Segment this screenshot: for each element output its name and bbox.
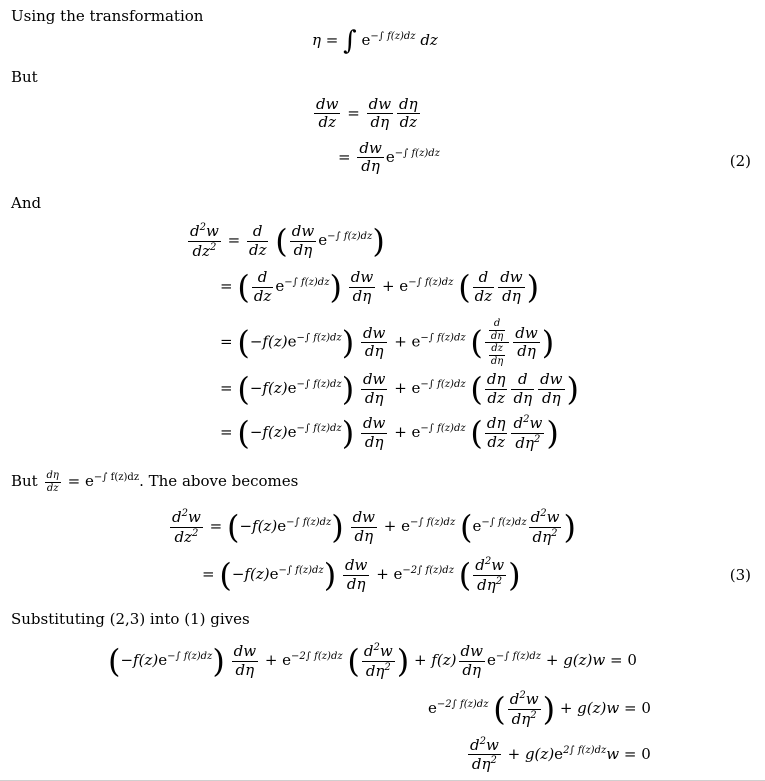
final-line1: $(-f(z)e^{-\int f(z)dz})$ $\frac{dw}{d\eta}$ + $e^{-2\int f(z)dz}$ ( $\frac{d^2w}{d\eta^2}$ ) + f(z) $\frac{dw}{d\eta}$ $e^{-\int f(z)dz} + g(z)w = 0$ <box>108 642 637 680</box>
second-derivative-line3: = $(-f(z)e^{-\int f(z)dz})$ $\frac{dw}{d\eta}$ + $e^{-\int f(z)dz}$ ( $\frac{\frac{d}{d\eta}}{\frac{dz}{d\eta}}$ $\frac{dw}{d\eta}$ ) <box>220 318 555 367</box>
and-text: And <box>11 194 42 212</box>
but-deta-dz-text: But $\frac{d\eta}{dz}$ = $e^{-\int f(z)dz}$. The above becomes <box>11 470 299 494</box>
transformed-line2: = $(-f(z)e^{-\int f(z)dz})$ $\frac{dw}{d\eta}$ + $e^{-2\int f(z)dz}$ ( $\frac{d^2w}{d\eta^2}$ ) <box>202 556 521 594</box>
dw-dz-eq2: = $\frac{dw}{d\eta}$ $e^{-\int f(z)dz}$ <box>338 139 440 176</box>
transformed-line1: $\frac{d^2w}{dz^2}$ = $(-f(z)e^{-\int f(z)dz})$ $\frac{dw}{d\eta}$ + $e^{-\int f(z)dz}$ ($e^{-\int f(z)dz}$ $\frac{d^2w}{d\eta^2}$ ) <box>172 508 576 546</box>
second-derivative-line1: $\frac{d^2w}{dz^2}$ = $\frac{d}{dz}$ ( $\frac{dw}{d\eta}$ $e^{-\int f(z)dz}$) <box>190 222 385 260</box>
final-line2: $e^{-2\int f(z)dz}$ ( $\frac{d^2w}{d\eta^2}$ ) + g(z)w = 0 <box>428 690 651 728</box>
second-derivative-line4: = $(-f(z)e^{-\int f(z)dz})$ $\frac{dw}{d\eta}$ + $e^{-\int f(z)dz}$ ( $\frac{d\eta}{dz}$ $\frac{d}{d\eta}$ $\frac{dw}{d\eta}$ ) <box>220 370 580 408</box>
second-derivative-line5: = $(-f(z)e^{-\int f(z)dz})$ $\frac{dw}{d\eta}$ + $e^{-\int f(z)dz}$ ( $\frac{d\eta}{dz}$ $\frac{d^2w}{d\eta^2}$ ) <box>220 414 559 452</box>
eta-definition: η = ∫ $e^{-\int f(z)dz}$ dz <box>312 26 438 56</box>
equation-number-2: (2) <box>729 152 751 170</box>
intro-text: Using the transformation <box>11 7 204 25</box>
substituting-text: Substituting (2,3) into (1) gives <box>11 610 250 628</box>
equation-number-3: (3) <box>729 566 751 584</box>
second-derivative-line2: = ( $\frac{d}{dz}$ $e^{-\int f(z)dz}$) $\frac{dw}{d\eta}$ + $e^{-\int f(z)dz}$ ( $\frac{d}{dz}$ $\frac{dw}{d\eta}$ ) <box>220 268 540 306</box>
dw-dz-eq1: $\frac{dw}{dz}$ = $\frac{dw}{d\eta}$ $\frac{d\eta}{dz}$ <box>316 95 418 132</box>
final-line3: $\frac{d^2w}{d\eta^2}$ + $g(z)e^{2\int f(z)dz}w = 0$ <box>470 736 651 774</box>
but-text: But <box>11 68 38 86</box>
